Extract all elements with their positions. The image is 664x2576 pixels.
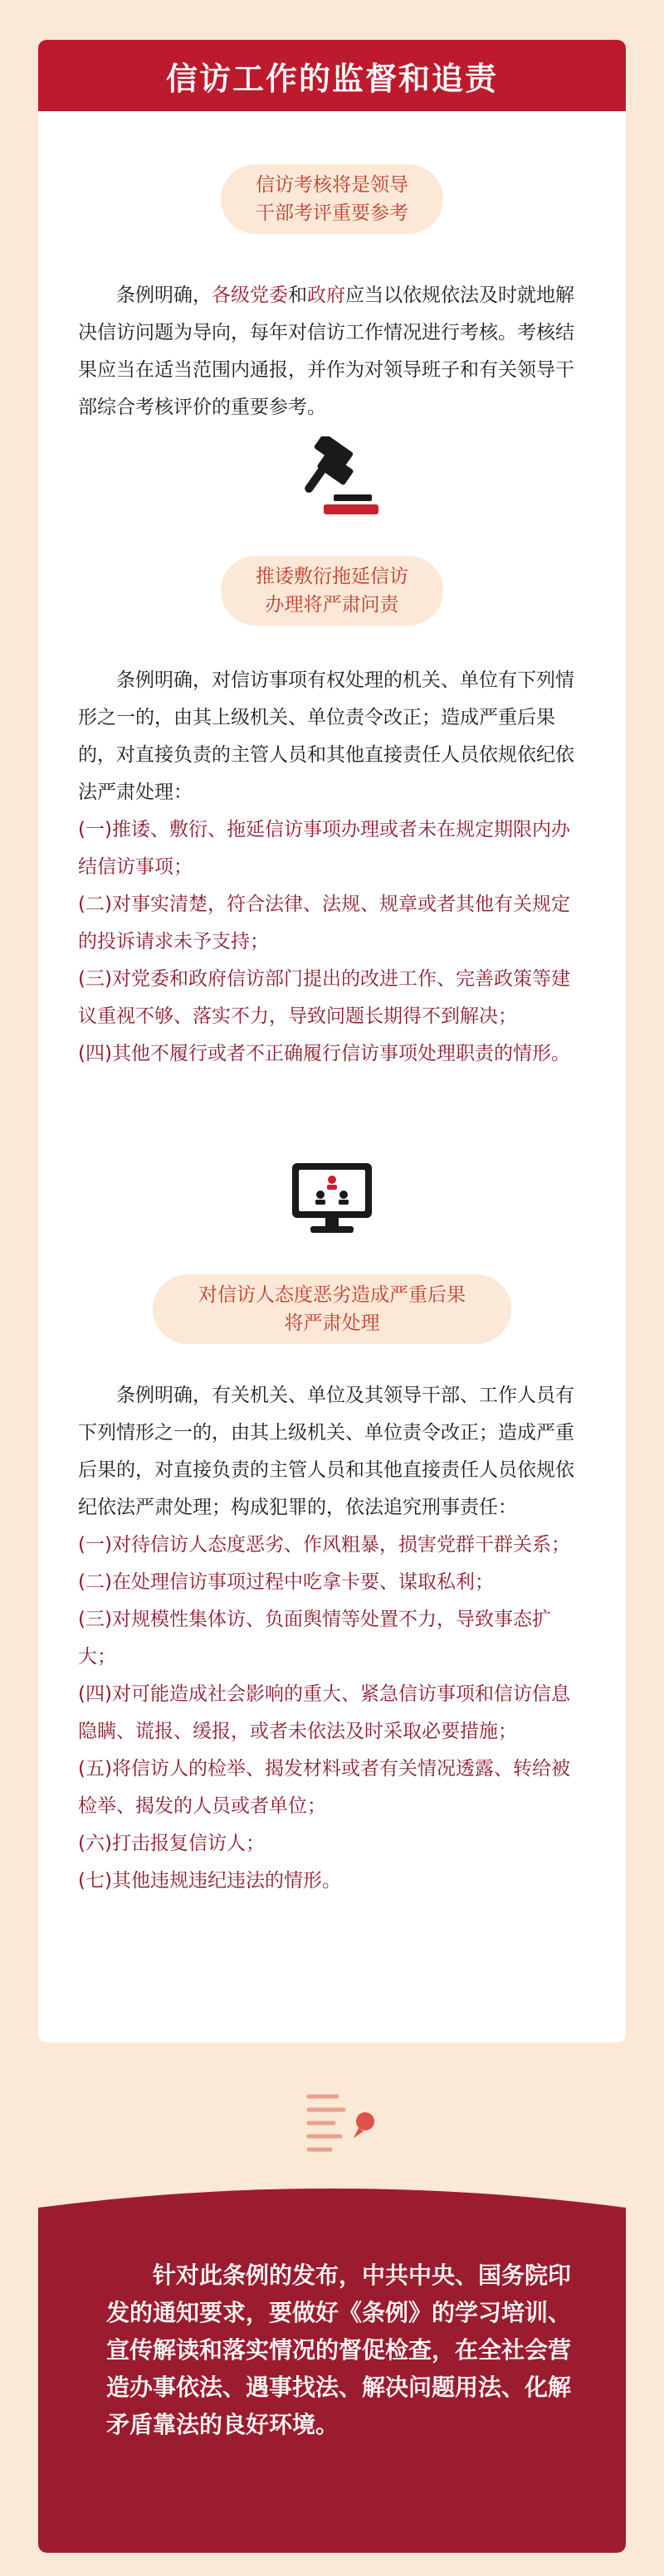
section-2-item-4: (四)其他不履行或者不正确履行信访事项处理职责的情形。: [78, 1043, 570, 1064]
section-3-item-6: (六)打击报复信访人；: [78, 1833, 265, 1854]
content-card: [38, 40, 626, 2043]
section-1-highlight-party: 各级党委: [212, 285, 288, 306]
section-1-heading: [221, 164, 443, 234]
section-1-highlight-government: 政府: [307, 285, 345, 306]
document-pin-icon: [290, 2078, 390, 2169]
section-2-heading: [221, 556, 443, 626]
section-2-intro: 条例明确，对信访事项有权处理的机关、单位有下列情形之一的，由其上级机关、单位责令改正；造成严重后果的，对直接负责的主管人员和其他直接责任人员依规依纪依法严肃处理：: [78, 670, 574, 803]
section-3-heading-line-2: 将严肃处理: [284, 1312, 380, 1334]
monitor-people-icon: [287, 1160, 377, 1236]
section-3-item-7: (七)其他违规违纪违法的情形。: [78, 1870, 341, 1892]
section-3-item-1: (一)对待信访人态度恶劣、作风粗暴，损害党群干群关系；: [78, 1534, 570, 1556]
title-bar: [38, 40, 626, 111]
section-2-body: [78, 662, 586, 1073]
section-1-text-part: 条例明确，: [116, 285, 212, 306]
section-2-item-3: (三)对党委和政府信访部门提出的改进工作、完善政策等建议重视不够、落实不力，导致问题长期得不到解决；: [78, 968, 570, 1027]
section-2-heading-line-2: 办理将严肃问责: [265, 594, 399, 616]
section-3-body: [78, 1377, 586, 1900]
section-1-paragraph: [78, 277, 586, 426]
section-3-heading-line-1: 对信访人态度恶劣造成严重后果: [198, 1284, 466, 1306]
section-3-item-2: (二)在处理信访事项过程中吃拿卡要、谋取私利；: [78, 1571, 494, 1593]
section-3-item-4: (四)对可能造成社会影响的重大、紧急信访事项和信访信息隐瞒、谎报、缓报，或者未依法及时采取必要措施；: [78, 1683, 570, 1742]
section-2-item-1: (一)推诿、敷衍、拖延信访事项办理或者未在规定期限内办结信访事项；: [78, 819, 570, 878]
gavel-icon: [282, 436, 382, 528]
section-1-body: [78, 277, 586, 426]
section-3-item-3: (三)对规模性集体访、负面舆情等处置不力，导致事态扩大；: [78, 1609, 551, 1668]
section-1-heading-line-1: 信访考核将是领导: [256, 174, 408, 196]
section-2-heading-line-1: 推诿敷衍拖延信访: [256, 566, 408, 587]
section-3-item-5: (五)将信访人的检举、揭发材料或者有关情况透露、转给被检举、揭发的人员或者单位；: [78, 1758, 570, 1817]
section-1-text-part: 应当以依规依法及时就地解决信访问题为导向，每年对信访工作情况进行考核。考核结果应当在适当范围内通报，并作为对领导班子和有关领导干部综合考核评价的重要参考。: [78, 285, 574, 418]
section-3-heading: [153, 1274, 511, 1344]
section-1-text-part: 和: [288, 285, 307, 306]
footer-text: 针对此条例的发布，中共中央、国务院印发的通知要求，要做好《条例》的学习培训、宣传解读和落实情况的督促检查，在全社会营造办事依法、遇事找法、解决问题用法、化解矛盾靠法的良好环境。: [106, 2262, 572, 2438]
section-1-heading-line-2: 干部考评重要参考: [256, 202, 408, 224]
section-3-intro: 条例明确，有关机关、单位及其领导干部、工作人员有下列情形之一的，由其上级机关、单位责令改正；造成严重后果的，对直接负责的主管人员和其他直接责任人员依规依纪依法严肃处理；构成犯罪的，依法追究刑事责任：: [78, 1385, 574, 1518]
section-2-item-2: (二)对事实清楚，符合法律、法规、规章或者其他有关规定的投诉请求未予支持；: [78, 894, 570, 952]
page-title: 信访工作的监督和追责: [165, 60, 498, 97]
